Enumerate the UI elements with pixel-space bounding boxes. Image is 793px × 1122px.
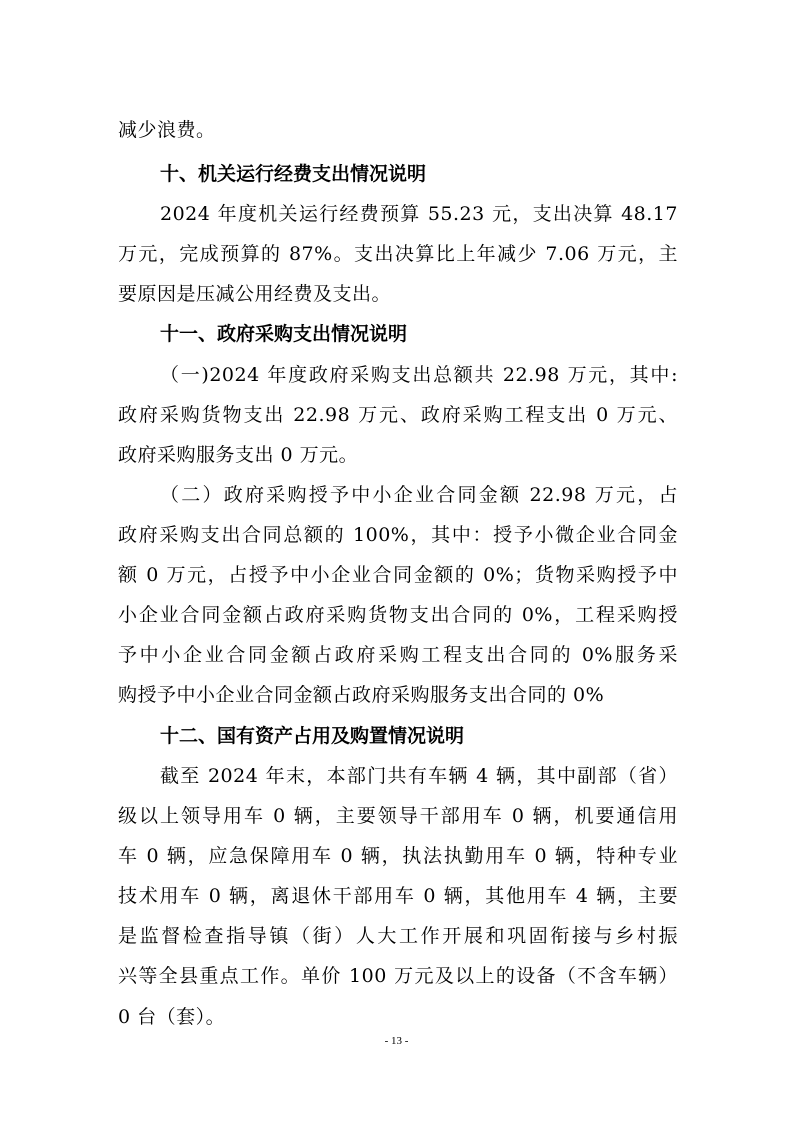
section-heading-12: 十二、国有资产占用及购置情况说明 [160,725,465,747]
paragraph-line: 政府采购货物支出 22.98 万元、政府采购工程支出 0 万元、 [118,404,678,426]
paragraph-line: （一)2024 年度政府采购支出总额共 22.98 万元，其中: [160,364,678,386]
section-heading-11: 十一、政府采购支出情况说明 [160,323,408,345]
paragraph-line: 兴等全县重点工作。单价 100 万元及以上的设备（不含车辆） [118,965,678,987]
paragraph-line: 要原因是压减公用经费及支出。 [118,283,392,305]
paragraph-line: 2024 年度机关运行经费预算 55.23 元，支出决算 48.17 [160,203,678,225]
paragraph-line: 截至 2024 年末，本部门共有车辆 4 辆，其中副部（省） [160,765,678,787]
paragraph-line: 0 台（套）。 [118,1006,226,1028]
paragraph-line: 政府采购支出合同总额的 100%，其中：授予小微企业合同金 [118,524,678,546]
paragraph-line: 额 0 万元，占授予中小企业合同金额的 0%；货物采购授予中 [118,564,678,586]
paragraph-line: 万元，完成预算的 87%。支出决算比上年减少 7.06 万元，主 [118,243,678,265]
page-number: - 13 - [384,1035,409,1047]
paragraph-line: 技术用车 0 辆，离退休干部用车 0 辆，其他用车 4 辆，主要 [118,885,678,907]
paragraph-line: 是监督检查指导镇（街）人大工作开展和巩固衔接与乡村振 [118,925,678,947]
section-heading-10: 十、机关运行经费支出情况说明 [160,163,427,185]
paragraph-line: 级以上领导用车 0 辆，主要领导干部用车 0 辆，机要通信用 [118,805,678,827]
paragraph-line: 车 0 辆，应急保障用车 0 辆，执法执勤用车 0 辆，特种专业 [118,845,678,867]
paragraph-line: 小企业合同金额占政府采购货物支出合同的 0%，工程采购授 [118,604,678,626]
paragraph-line: 予中小企业合同金额占政府采购工程支出合同的 0%服务采 [118,644,678,666]
paragraph-line: （二）政府采购授予中小企业合同金额 22.98 万元，占 [160,484,678,506]
paragraph-line: 政府采购服务支出 0 万元。 [118,444,359,466]
paragraph-line: 减少浪费。 [118,119,216,141]
paragraph-line: 购授予中小企业合同金额占政府采购服务支出合同的 0% [118,684,605,706]
